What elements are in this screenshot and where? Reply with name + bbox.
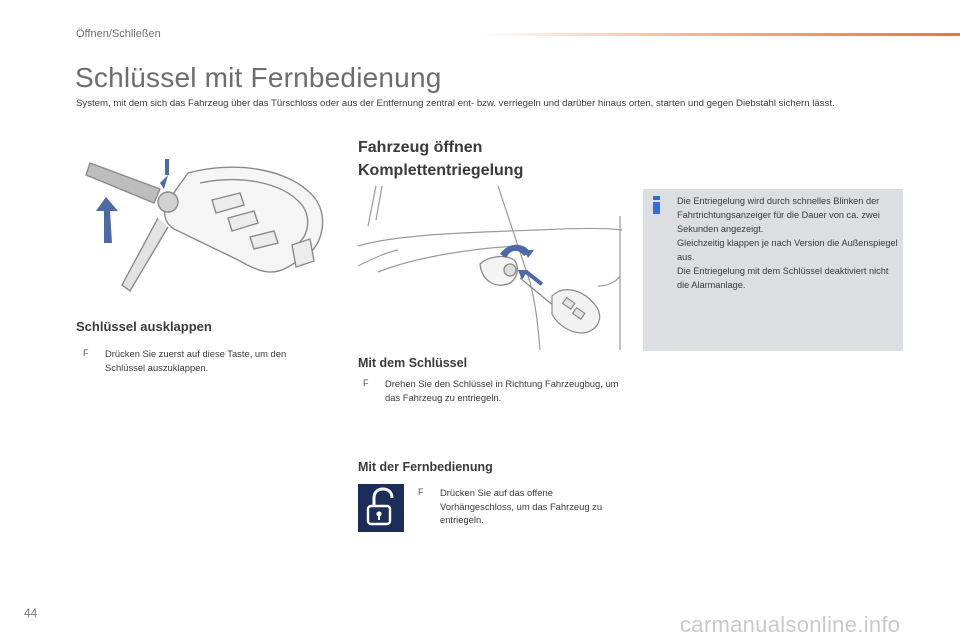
step-marker: F xyxy=(418,487,424,497)
unlock-button xyxy=(358,484,404,532)
open-padlock-icon xyxy=(358,484,404,532)
page-title: Schlüssel mit Fernbedienung xyxy=(75,62,442,93)
info-text xyxy=(677,194,899,292)
info-line-3: Die Entriegelung mit dem Schlüssel deaktiviert nicht die Alarmanlage. xyxy=(677,266,889,290)
open-heading-line2: Komplettentriegelung xyxy=(358,162,524,179)
section-label: Öffnen/Schließen xyxy=(76,28,161,40)
info-line-2: Gleichzeitig klappen je nach Version die Außenspiegel aus. xyxy=(677,238,898,262)
with-key-step-text: Drehen Sie den Schlüssel in Richtung Fahrzeugbug, um das Fahrzeug zu entriegeln. xyxy=(385,378,619,403)
unfold-heading: Schlüssel ausklappen xyxy=(76,319,212,334)
unfold-step-text: Drücken Sie zuerst auf diese Taste, um den Schlüssel auszuklappen. xyxy=(105,348,287,373)
page-number: 44 xyxy=(24,606,38,620)
intro-text: System, mit dem sich das Fahrzeug über das Türschloss oder aus der Entfernung zentral ent- bzw. verriegeln und darüber hinaus orten, starten und gegen Diebstahl sichern lässt. xyxy=(76,98,835,109)
key-fold-out-illustration xyxy=(82,145,330,305)
open-heading xyxy=(358,136,523,182)
unfold-step xyxy=(83,347,323,377)
with-remote-heading: Mit der Fernbedienung xyxy=(358,460,493,474)
watermark: carmanualsonline.info xyxy=(680,612,901,637)
with-remote-step-text: Drücken Sie auf das offene Vorhängeschloss, um das Fahrzeug zu entriegeln. xyxy=(440,487,603,525)
header-rule xyxy=(478,33,960,36)
info-line-1: Die Entriegelung wird durch schnelles Blinken der Fahrtrichtungsanzeiger für die Dauer von ca. zwei Sekunden angezeigt. xyxy=(677,196,880,234)
step-marker: F xyxy=(363,378,369,388)
with-remote-step xyxy=(418,486,628,530)
with-key-heading: Mit dem Schlüssel xyxy=(358,356,468,370)
open-heading-line1: Fahrzeug öffnen xyxy=(358,139,483,156)
info-icon xyxy=(650,196,664,214)
with-key-step xyxy=(363,377,623,407)
step-marker: F xyxy=(83,348,89,358)
door-key-illustration xyxy=(358,186,622,350)
